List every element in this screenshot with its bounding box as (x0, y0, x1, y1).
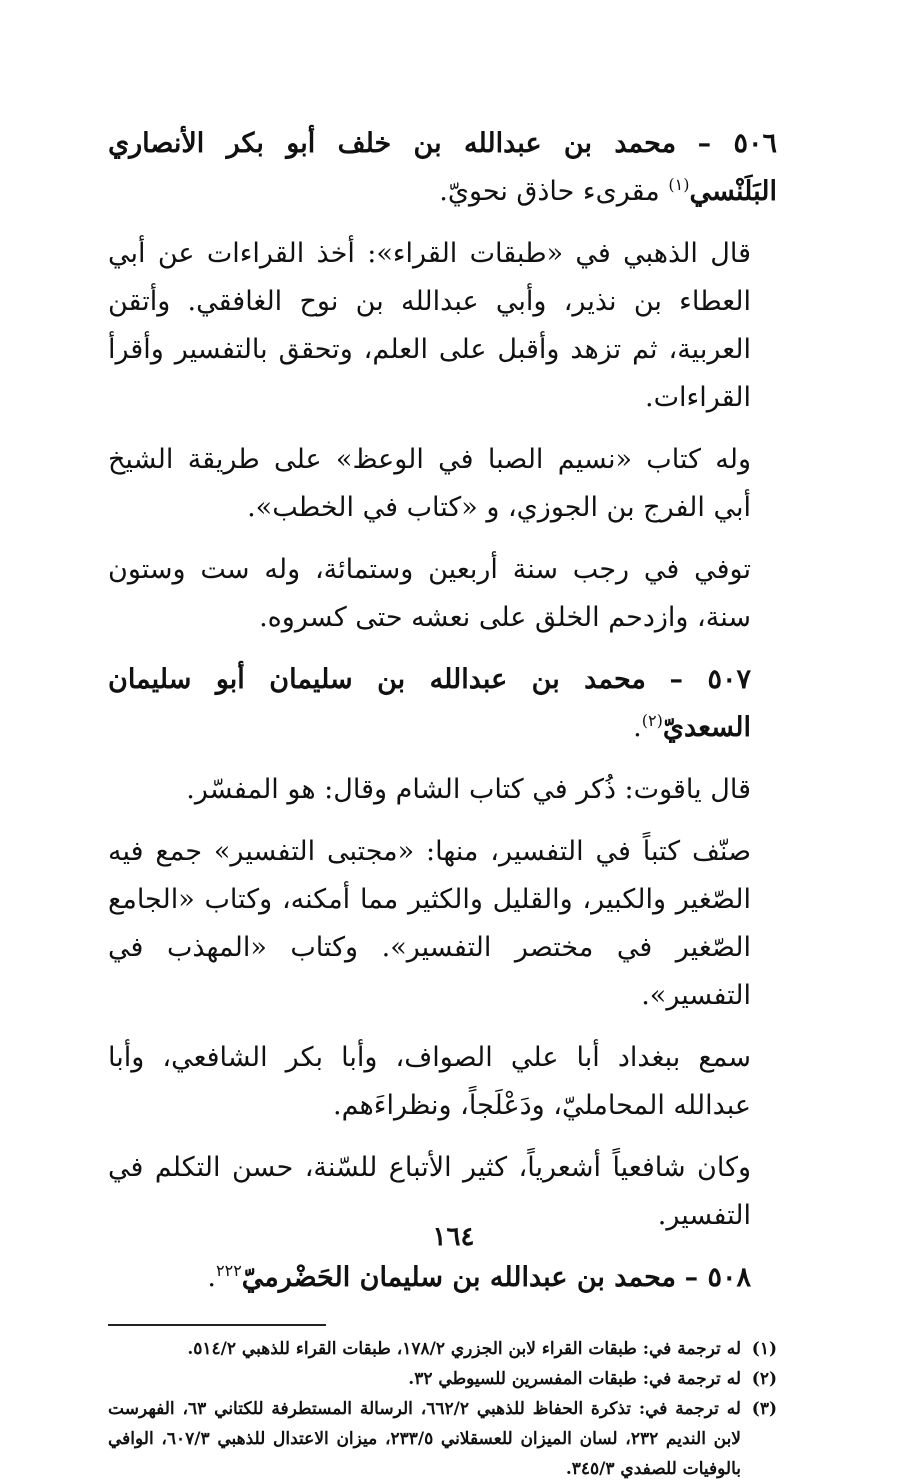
footnotes (108, 1334, 777, 1484)
footnote (108, 1364, 777, 1394)
footnote (108, 1394, 777, 1484)
footnote-number: (١) (751, 1339, 777, 1359)
footnote-ref: ٢٢٢ (216, 1261, 242, 1280)
entry-506-heading (108, 120, 777, 216)
paragraph: قال الذهبي في «طبقات القراء»: أخذ القراءات عن أبي العطاء بن نذير، وأبي عبدالله بن نوح الغافقي. وأتقن العربية، ثم تزهد وأقبل على العلم، وتحقق بالتفسير وأقرأ القراءات. (108, 238, 751, 413)
paragraph: قال ياقوت: ذُكر في كتاب الشام وقال: هو المفسّر. (186, 774, 751, 805)
page-number: ١٦٤ (432, 1222, 475, 1252)
footnote-ref: (٢) (641, 711, 663, 730)
paragraph: توفي في رجب سنة أربعين وستمائة، وله ست وستون سنة، وازدحم الخلق على نعشه حتى كسروه. (108, 554, 751, 633)
entry-name: محمد بن عبدالله بن سليمان أبو سليمان السعديّ (108, 664, 751, 743)
footnote-number: (٣) (751, 1399, 777, 1419)
entry-507-heading (108, 656, 777, 752)
paragraph: سمع ببغداد أبا علي الصواف، وأبا بكر الشافعي، وأبا عبدالله المحامليّ، ودَعْلَجاً، ونظراءَهم. (108, 1042, 751, 1121)
footnote-number: (٢) (751, 1369, 777, 1389)
entry-end-mark: . (207, 1262, 216, 1293)
footnote-ref: (١) (668, 175, 690, 194)
paragraph: وكان شافعياً أشعرياً، كثير الأتباع للسّنة، حسن التكلم في التفسير. (108, 1152, 751, 1231)
entry-508-heading (108, 1254, 777, 1302)
entry-name: محمد بن عبدالله بن خلف أبو بكر الأنصاري البَلَنْسي (108, 128, 777, 207)
footnote-divider (108, 1324, 326, 1326)
entry-name: محمد بن عبدالله بن سليمان الحَضْرميّ (241, 1262, 676, 1293)
footnote (108, 1334, 777, 1364)
paragraph: وله كتاب «نسيم الصبا في الوعظ» على طريقة الشيخ أبي الفرج بن الجوزي، و «كتاب في الخطب». (108, 444, 751, 523)
footnote-text: له ترجمة في: تذكرة الحفاظ للذهبي ٦٦٢/٢، الرسالة المستطرفة للكتاني ٦٣، الفهرست لابن النديم ٢٣٢، لسان الميزان للعسقلاني ٢٣٣/٥، ميزان الاعتدال للذهبي ٦٠٧/٣، الوافي بالوفيات للصفدي ٣٤٥/٣. (108, 1399, 742, 1479)
paragraph: صنّف كتباً في التفسير، منها: «مجتبى التفسير» جمع فيه الصّغير والكبير، والقليل والكثير مما أمكنه، وكتاب «الجامع الصّغير في مختصر التفسير». وكتاب «المهذب في التفسير». (108, 836, 751, 1011)
entry-number: ٥٠٦ – (697, 128, 777, 159)
footnote-text: له ترجمة في: طبقات القراء لابن الجزري ١٧٨/٢، طبقات القراء للذهبي ٥١٤/٢. (187, 1339, 741, 1359)
entry-description: مقرىء حاذق نحويّ. (439, 176, 660, 207)
footnote-text: له ترجمة في: طبقات المفسرين للسيوطي ٣٢. (408, 1369, 741, 1389)
entry-end-mark: . (633, 712, 642, 743)
entry-number: ٥٠٧ – (669, 664, 751, 695)
entry-number: ٥٠٨ – (684, 1262, 751, 1293)
